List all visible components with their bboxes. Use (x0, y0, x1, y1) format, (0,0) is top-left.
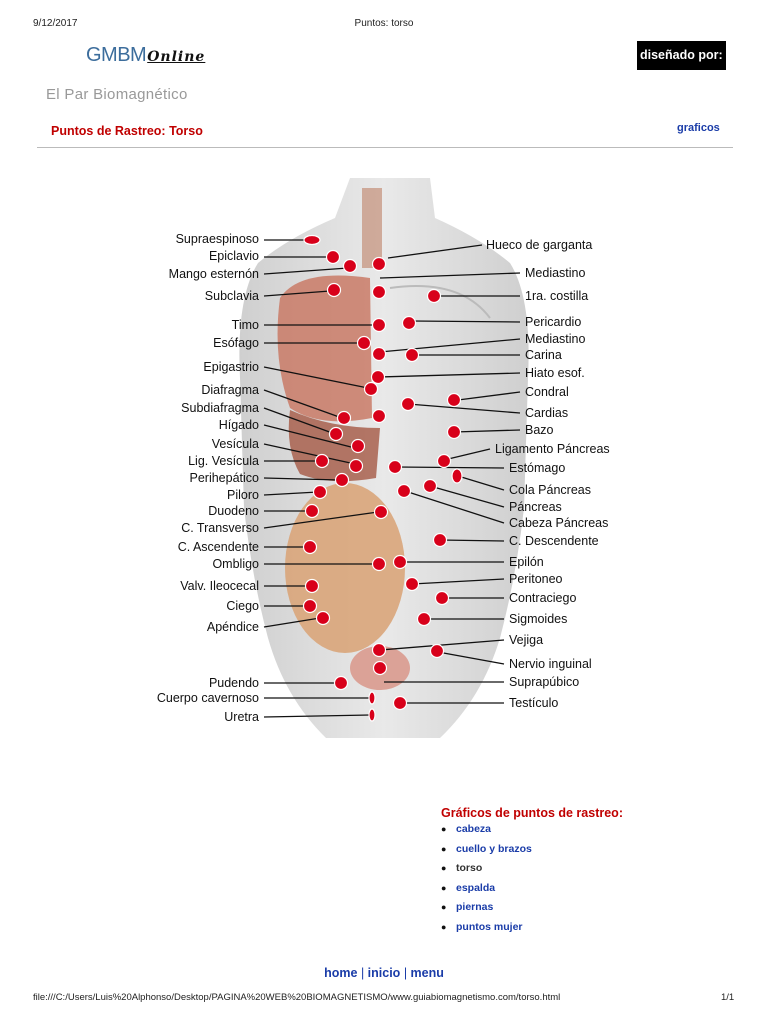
label-lig-vesicula: Lig. Vesícula (188, 454, 259, 468)
list-item[interactable] (441, 879, 532, 899)
label-condral: Condral (525, 385, 569, 399)
header-divider (37, 147, 733, 148)
point-pericardio (403, 317, 416, 330)
point-esofago (358, 337, 371, 350)
chart-link-puntos-mujer[interactable]: puntos mujer (456, 920, 523, 933)
label-epigastrio: Epigastrio (203, 360, 259, 374)
point-pudendo (335, 677, 348, 690)
label-duodeno: Duodeno (208, 504, 259, 518)
print-page-title: Puntos: torso (354, 18, 414, 29)
point-epilon (394, 556, 407, 569)
point-testiculo (394, 697, 407, 710)
point-ombligo (373, 558, 386, 571)
print-file-path: file:///C:/Users/Luis%20Alphonso/Desktop/PAGINA%20WEB%20BIOMAGNETISMO/www.guiabiomagnetismo.com/torso.html (33, 992, 561, 1003)
nav-menu[interactable]: menu (410, 966, 444, 980)
point-uretra (369, 709, 375, 721)
point-diafragma (338, 412, 351, 425)
point-c-ascendente (304, 541, 317, 554)
torso-diagram (140, 178, 626, 742)
print-page-number: 1/1 (721, 992, 735, 1003)
point-vesicula (352, 440, 365, 453)
charts-list (441, 820, 532, 937)
chart-link-cuello-brazos[interactable]: cuello y brazos (456, 842, 532, 855)
point-condral (448, 394, 461, 407)
label-vesicula: Vesícula (211, 437, 259, 451)
point-lig-vesicula-2 (350, 460, 363, 473)
label-pudendo: Pudendo (208, 676, 259, 690)
label-contraciego: Contraciego (509, 591, 577, 605)
point-c-descendente (434, 534, 447, 547)
point-suprapubico (374, 662, 387, 675)
chart-link-piernas[interactable]: piernas (456, 901, 494, 913)
bullet-icon: ● (441, 902, 447, 912)
logo-gmbm: GMBM (86, 44, 147, 66)
point-estomago (389, 461, 402, 474)
label-perihepatico: Perihepático (189, 471, 259, 485)
point-cardias (402, 398, 415, 411)
label-pancreas: Páncreas (509, 500, 562, 514)
point-timo (373, 319, 386, 332)
chart-current-torso: torso (456, 862, 483, 874)
point-piloro (314, 486, 327, 499)
nav-separator: | (403, 966, 408, 980)
list-item[interactable] (441, 840, 532, 860)
label-sigmoides: Sigmoides (509, 612, 568, 626)
label-ciego: Ciego (226, 599, 259, 613)
point-ligamento-pancreas (438, 455, 451, 468)
point-lig-vesicula (316, 455, 329, 468)
designed-by-banner[interactable]: diseñado por: (637, 41, 726, 70)
label-subdiafragma: Subdiafragma (181, 401, 259, 415)
list-item[interactable] (441, 820, 532, 840)
label-c-ascendente: C. Ascendente (177, 540, 259, 554)
label-1ra-costilla: 1ra. costilla (525, 289, 589, 303)
bullet-icon: ● (441, 824, 447, 834)
point-c-transverso (375, 506, 388, 519)
point-mediastino (373, 286, 386, 299)
label-cabeza-pancreas: Cabeza Páncreas (509, 516, 609, 530)
point-sigmoides (418, 613, 431, 626)
label-mediastino-2: Mediastino (525, 332, 586, 346)
label-mango-esternon: Mango esternón (168, 267, 259, 281)
list-item[interactable] (441, 898, 532, 918)
graficos-link[interactable]: graficos (677, 122, 720, 134)
chart-link-cabeza[interactable]: cabeza (456, 823, 492, 835)
point-hiato (372, 371, 385, 384)
label-valv-ileocecal: Valv. Ileocecal (180, 579, 259, 593)
print-date: 9/12/2017 (33, 18, 78, 29)
label-piloro: Piloro (227, 488, 259, 502)
point-pancreas (424, 480, 437, 493)
label-c-descendente: C. Descendente (509, 534, 599, 548)
label-cola-pancreas: Cola Páncreas (509, 483, 591, 497)
chart-link-espalda[interactable]: espalda (456, 881, 496, 894)
label-apendice: Apéndice (206, 620, 259, 634)
label-subclavia: Subclavia (204, 289, 259, 303)
label-bazo: Bazo (525, 423, 554, 437)
site-logo[interactable] (86, 44, 205, 67)
logo-online: Online (147, 49, 206, 65)
nav-separator: | (360, 966, 365, 980)
label-estomago: Estómago (509, 461, 566, 475)
point-carina-2 (406, 349, 419, 362)
list-item[interactable] (441, 918, 532, 938)
label-suprapubico: Suprapúbico (509, 675, 580, 689)
label-supraespinoso: Supraespinoso (175, 232, 259, 246)
charts-section-title: Gráficos de puntos de rastreo: (441, 806, 623, 820)
point-hueco-garganta (373, 258, 386, 271)
label-carina: Carina (525, 348, 562, 362)
site-title: El Par Biomagnético (46, 86, 188, 103)
nav-home[interactable]: home (324, 966, 358, 980)
bullet-icon: ● (441, 863, 447, 873)
label-peritoneo: Peritoneo (509, 572, 563, 586)
bullet-icon: ● (441, 843, 447, 854)
label-epilon: Epilón (509, 555, 544, 569)
label-ombligo: Ombligo (212, 557, 259, 571)
label-testiculo: Testículo (509, 696, 559, 710)
label-vejiga: Vejiga (509, 633, 544, 647)
point-subdiafragma (373, 410, 386, 423)
point-cuerpo-cavernoso (369, 692, 375, 704)
nav-inicio[interactable]: inicio (367, 966, 401, 980)
list-item (441, 859, 532, 879)
label-epiclavio: Epiclavio (208, 249, 259, 263)
bottom-nav (0, 966, 768, 980)
point-cabeza-pancreas (398, 485, 411, 498)
point-cola-pancreas (452, 469, 462, 483)
bullet-icon: ● (441, 882, 447, 893)
label-pericardio: Pericardio (525, 315, 582, 329)
point-epiclavio (327, 251, 340, 264)
point-ciego (304, 600, 317, 613)
point-carina (373, 348, 386, 361)
point-1ra-costilla (428, 290, 441, 303)
point-higado (330, 428, 343, 441)
label-uretra: Uretra (224, 710, 259, 724)
point-duodeno (306, 505, 319, 518)
point-valv-ileocecal (306, 580, 319, 593)
point-subclavia (328, 284, 341, 297)
label-c-transverso: C. Transverso (181, 521, 259, 535)
point-bazo (448, 426, 461, 439)
label-esofago: Esófago (213, 336, 259, 350)
label-cardias: Cardias (525, 406, 569, 420)
point-epigastrio (365, 383, 378, 396)
point-contraciego (436, 592, 449, 605)
label-nervio-inguinal: Nervio inguinal (509, 657, 592, 671)
label-ligamento-pancreas: Ligamento Páncreas (495, 442, 610, 456)
page-title: Puntos de Rastreo: Torso (51, 124, 203, 138)
label-hiato-esof: Hiato esof. (525, 366, 585, 380)
point-perihepatico (336, 474, 349, 487)
label-timo: Timo (231, 318, 259, 332)
neck-structure (362, 188, 382, 268)
label-diafragma: Diafragma (201, 383, 259, 397)
label-cuerpo-cavernoso: Cuerpo cavernoso (156, 691, 259, 705)
point-mango-esternon (344, 260, 357, 273)
point-apendice (317, 612, 330, 625)
point-nervio-inguinal (431, 645, 444, 658)
bullet-icon: ● (441, 921, 447, 932)
point-vejiga (373, 644, 386, 657)
point-peritoneo (406, 578, 419, 591)
point-supraespinoso (304, 236, 320, 245)
label-higado: Hígado (218, 418, 259, 432)
label-hueco-garganta: Hueco de garganta (486, 238, 593, 252)
label-mediastino-1: Mediastino (525, 266, 586, 280)
